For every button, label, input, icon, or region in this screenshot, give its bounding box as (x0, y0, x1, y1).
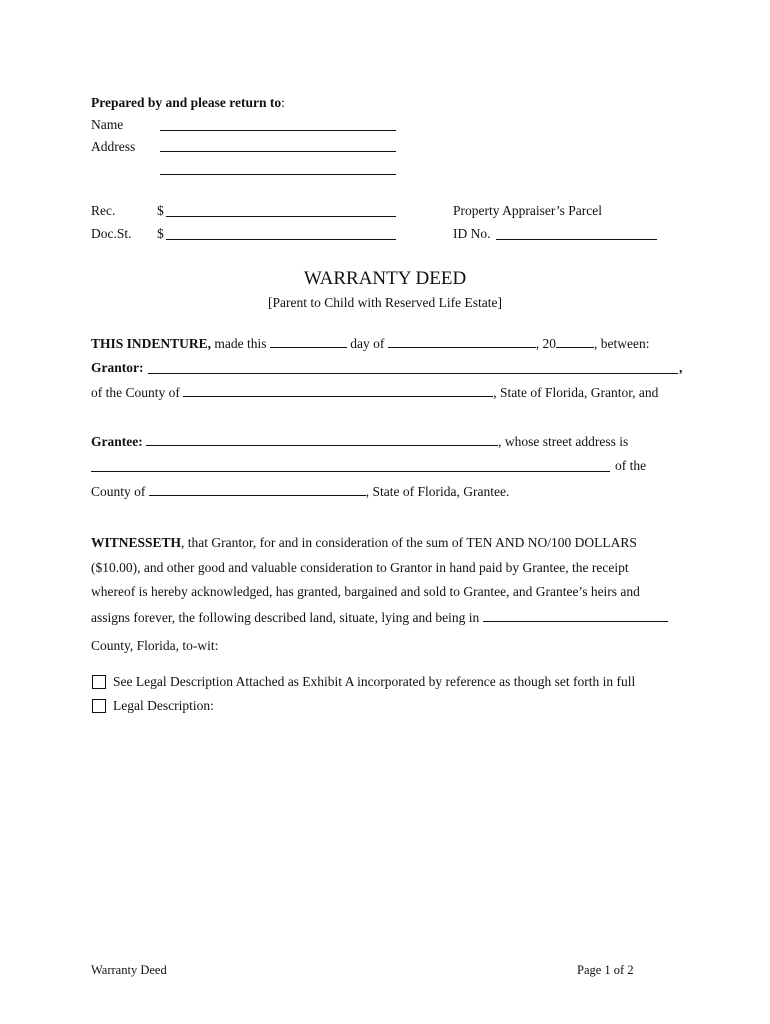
grantee-name-field[interactable] (146, 433, 498, 446)
witnesseth-line-3: whereof is hereby acknowledged, has granted, bargained and sold to Grantee, and Grantee’s heirs and (91, 584, 640, 599)
grantor-name-field[interactable] (148, 373, 678, 374)
legal-description-checkbox[interactable] (92, 699, 106, 713)
grantee-label: Grantee: (91, 434, 143, 449)
witnesseth-line-1: WITNESSETH, that Grantor, for and in consideration of the sum of TEN AND NO/100 DOLLARS (91, 535, 637, 550)
document-subtitle: [Parent to Child with Reserved Life Estate] (268, 295, 502, 310)
name-field[interactable] (160, 130, 396, 131)
address-field-line-2[interactable] (160, 174, 396, 175)
indenture-lead: THIS INDENTURE, (91, 336, 212, 351)
indenture-day-field[interactable] (270, 335, 347, 348)
rec-amount-field[interactable] (166, 216, 396, 217)
rec-label: Rec. (91, 203, 116, 218)
parcel-id-field[interactable] (496, 239, 657, 240)
legal-description-label: Legal Description: (113, 698, 214, 713)
footer-doc-name: Warranty Deed (91, 963, 167, 977)
docst-amount-field[interactable] (166, 239, 396, 240)
document-title: WARRANTY DEED (303, 268, 467, 289)
prepared-by-heading: Prepared by and please return to: (91, 95, 285, 110)
docst-dollar-sign: $ (157, 226, 164, 241)
parcel-id-label: ID No. (453, 226, 491, 241)
exhibit-a-checkbox[interactable] (92, 675, 106, 689)
grantor-comma: , (679, 360, 683, 375)
rec-dollar-sign: $ (157, 203, 164, 218)
indenture-line: THIS INDENTURE, made this day of , 20 , between: (91, 336, 650, 351)
grantee-county-field[interactable] (149, 483, 366, 496)
grantee-county-line: County of , State of Florida, Grantee. (91, 484, 510, 499)
address-label: Address (91, 139, 136, 154)
grantor-label: Grantor: (91, 360, 144, 375)
witnesseth-line-2: ($10.00), and other good and valuable consideration to Grantor in hand paid by Grantee, the receipt (91, 560, 629, 575)
grantee-of-the: of the (615, 458, 647, 473)
witnesseth-line-4: assigns forever, the following described land, situate, lying and being in (91, 609, 668, 626)
parcel-label: Property Appraiser’s Parcel (453, 203, 602, 218)
grantor-county-line: of the County of , State of Florida, Grantor, and (91, 385, 659, 400)
indenture-month-field[interactable] (388, 335, 536, 348)
address-field-line-1[interactable] (160, 151, 396, 152)
footer-page-number: Page 1 of 2 (577, 963, 634, 977)
grantee-street-address-field[interactable] (91, 471, 610, 472)
grantor-county-field[interactable] (183, 384, 493, 397)
witnesseth-line-5: County, Florida, to-wit: (91, 638, 219, 653)
exhibit-a-label: See Legal Description Attached as Exhibit A incorporated by reference as though set forth in full (113, 674, 636, 689)
indenture-year-field[interactable] (556, 335, 594, 348)
land-county-field[interactable] (483, 609, 668, 622)
name-label: Name (91, 117, 124, 132)
grantee-line: Grantee: , whose street address is (91, 434, 629, 449)
docst-label: Doc.St. (91, 226, 132, 241)
witnesseth-lead: WITNESSETH (91, 535, 182, 550)
